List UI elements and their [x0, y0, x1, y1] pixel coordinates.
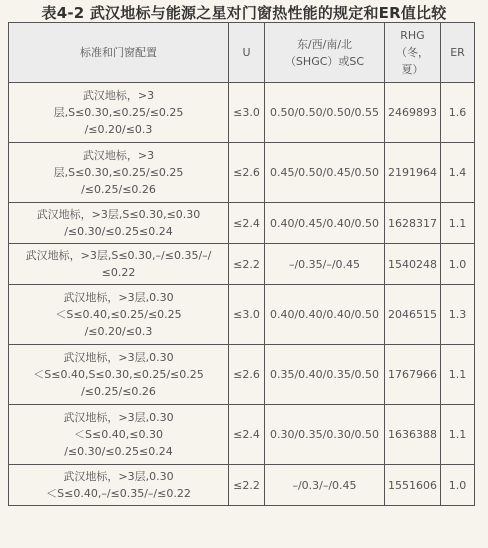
header-shgc: 东/西/南/北 （SHGC）或SC [265, 23, 385, 83]
er-cell: 1.4 [441, 143, 475, 203]
shgc-cell: 0.50/0.50/0.50/0.55 [265, 83, 385, 143]
shgc-cell: 0.45/0.50/0.45/0.50 [265, 143, 385, 203]
rhg-cell: 1767966 [385, 345, 441, 405]
config-cell: 武汉地标，>3层,0.30 ＜S≤0.40,S≤0.30,≤0.25/≤0.25 /≤0.25/≤0.26 [9, 345, 229, 405]
shgc-cell: 0.30/0.35/0.30/0.50 [265, 405, 385, 465]
config-cell: 武汉地标，>3层,S≤0.30,–/≤0.35/–/ ≤0.22 [9, 244, 229, 285]
table-row [9, 285, 475, 345]
config-cell: 武汉地标，>3层,S≤0.30,≤0.30 /≤0.30/≤0.25≤0.24 [9, 203, 229, 244]
config-cell: 武汉地标，>3 层,S≤0.30,≤0.25/≤0.25 /≤0.20/≤0.3 [9, 83, 229, 143]
er-cell: 1.0 [441, 465, 475, 506]
config-cell: 武汉地标，>3层,0.30 ＜S≤0.40,–/≤0.35/–/≤0.22 [9, 465, 229, 506]
table-row [9, 465, 475, 506]
rhg-cell: 2046515 [385, 285, 441, 345]
u-cell: ≤2.6 [229, 143, 265, 203]
u-cell: ≤2.4 [229, 405, 265, 465]
er-cell: 1.1 [441, 345, 475, 405]
rhg-cell: 1628317 [385, 203, 441, 244]
u-cell: ≤2.6 [229, 345, 265, 405]
config-cell: 武汉地标，>3层,0.30 ＜S≤0.40,≤0.25/≤0.25 /≤0.20/≤0.3 [9, 285, 229, 345]
rhg-cell: 1551606 [385, 465, 441, 506]
rhg-cell: 1636388 [385, 405, 441, 465]
er-cell: 1.1 [441, 405, 475, 465]
comparison-table [8, 22, 475, 506]
rhg-cell: 2191964 [385, 143, 441, 203]
table-row [9, 244, 475, 285]
u-cell: ≤2.2 [229, 465, 265, 506]
table-row [9, 83, 475, 143]
er-cell: 1.1 [441, 203, 475, 244]
header-row [9, 23, 475, 83]
header-config: 标准和门窗配置 [9, 23, 229, 83]
table-row [9, 203, 475, 244]
config-cell: 武汉地标，>3 层,S≤0.30,≤0.25/≤0.25 /≤0.25/≤0.26 [9, 143, 229, 203]
u-cell: ≤3.0 [229, 83, 265, 143]
er-cell: 1.6 [441, 83, 475, 143]
table-row [9, 143, 475, 203]
shgc-cell: –/0.35/–/0.45 [265, 244, 385, 285]
u-cell: ≤2.4 [229, 203, 265, 244]
u-cell: ≤2.2 [229, 244, 265, 285]
shgc-cell: 0.40/0.45/0.40/0.50 [265, 203, 385, 244]
table-title: 表4-2 武汉地标与能源之星对门窗热性能的规定和ER值比较 [41, 4, 447, 22]
header-u: U [229, 23, 265, 83]
shgc-cell: 0.40/0.40/0.40/0.50 [265, 285, 385, 345]
u-cell: ≤3.0 [229, 285, 265, 345]
shgc-cell: –/0.3/–/0.45 [265, 465, 385, 506]
header-rhg: RHG （冬， 夏） [385, 23, 441, 83]
rhg-cell: 1540248 [385, 244, 441, 285]
table-row [9, 405, 475, 465]
er-cell: 1.0 [441, 244, 475, 285]
er-cell: 1.3 [441, 285, 475, 345]
rhg-cell: 2469893 [385, 83, 441, 143]
table-row [9, 345, 475, 405]
header-er: ER [441, 23, 475, 83]
config-cell: 武汉地标，>3层,0.30 ＜S≤0.40,≤0.30 /≤0.30/≤0.25≤0.24 [9, 405, 229, 465]
shgc-cell: 0.35/0.40/0.35/0.50 [265, 345, 385, 405]
